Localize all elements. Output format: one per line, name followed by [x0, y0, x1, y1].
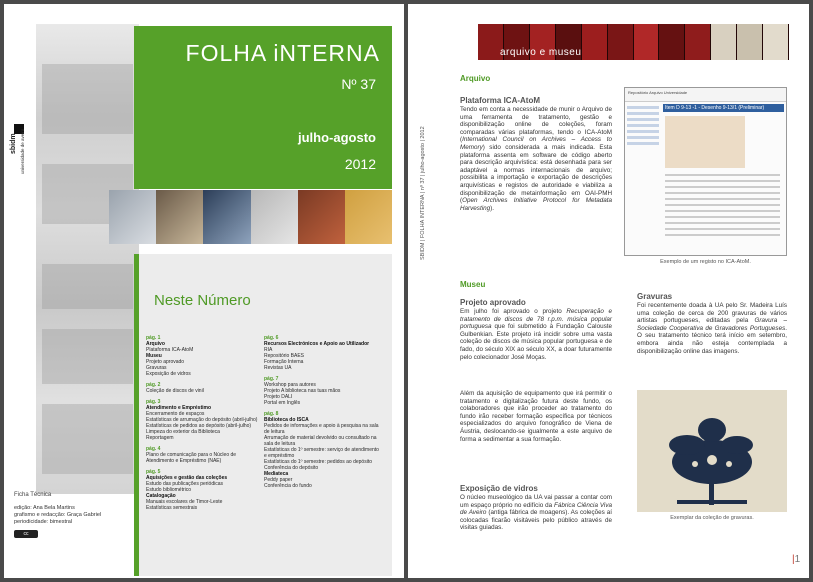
- toc-item[interactable]: Conferência do fundo: [264, 483, 312, 489]
- toc-item[interactable]: Manuais escolares de Timor-Leste: [146, 499, 223, 505]
- toc-section-heading[interactable]: Aquisições e gestão das coleções: [146, 475, 228, 481]
- vidros-body: O núcleo museológico da UA vai passar a contar com um espaço próprio no edifício da Fábrica Ciência Viva de Aveiro (antiga fábrica de moagens). As coleções aí colocadas ficarão visitáveis pelo público através de visitas guiadas.: [460, 494, 612, 532]
- toc-section-heading[interactable]: Biblioteca do ISCA: [264, 417, 309, 423]
- table-of-contents: [134, 254, 392, 576]
- toc-item[interactable]: Repositório BAES: [264, 353, 305, 359]
- projeto-body-2: Além da aquisição de equipamento que irá permitir o tratamento e digitalização futura deste fundo, os colaboradores que irão proceder ao tratamento do fundo irão receber formação específica por técnicos especializados do arquivo fonográfico de Viena de Áustria, deslocando-se igualmente a este arquivo de forma a sedimentar a sua formação.: [460, 390, 612, 443]
- toc-page-ref[interactable]: pág. 5: [146, 469, 161, 475]
- screenshot-drawing: [665, 116, 745, 168]
- projeto-body: Em julho foi aprovado o projeto Recuperação e tratamento de discos de 78 r.p.m. música popular portuguesa que foi submetido à Fundação Calouste Gulbenkian. Este projeto irá incidir sobre uma vasta coleção de discos de música popular portuguesa e de fado, do século XIX ao século XX, a doar futuramente pelo colecionador José Moças.: [460, 308, 612, 361]
- running-header: [420, 64, 432, 264]
- subtitle-ica-atom: Plataforma ICA-AtoM: [460, 96, 541, 105]
- title-box: [134, 26, 392, 189]
- screenshot-rows: [665, 174, 780, 240]
- ficha-line: periodicidade: bimestral: [14, 519, 73, 525]
- right-page: [408, 4, 809, 578]
- toc-item[interactable]: Projeto DALI: [264, 394, 293, 400]
- toc-item[interactable]: Portal em Inglês: [264, 400, 301, 406]
- toc-item[interactable]: Estatísticas de arrumação do depósito (abril-julho): [146, 417, 258, 423]
- screenshot-record-title: Item D 9-13 -1 - Desenho 9-13/1 (Preliminar): [663, 104, 784, 112]
- screenshot-sidebar: [627, 106, 659, 148]
- page-number-value: 1: [794, 554, 801, 565]
- toc-item[interactable]: Reportagem: [146, 435, 174, 441]
- toc-item[interactable]: Limpeza do exterior da Biblioteca: [146, 429, 220, 435]
- logo-text: sbidm: [10, 133, 17, 154]
- subtitle-gravuras: Gravuras: [637, 292, 673, 301]
- ficha-tecnica: [14, 492, 139, 538]
- publication-title: FOLHA iNTERNA: [185, 40, 380, 66]
- page-number: |1: [792, 554, 801, 565]
- toc-title: Neste Número: [154, 292, 251, 309]
- screenshot-caption: Exemplo de um registo no ICA-AtoM.: [660, 259, 751, 265]
- toc-item[interactable]: Conferência do depósito: [264, 465, 319, 471]
- ficha-line: edição: Ana Bela Martins: [14, 505, 75, 511]
- toc-left-column: [146, 330, 264, 511]
- subtitle-vidros: Exposição de vidros: [460, 484, 538, 493]
- toc-item[interactable]: Workshop para autores: [264, 382, 316, 388]
- toc-page-ref[interactable]: pág. 2: [146, 382, 161, 388]
- running-header-text: SBIDM | FOLHA INTERNA | nº 37 | julho-agosto | 2012: [420, 126, 426, 260]
- left-page: [4, 4, 404, 578]
- toc-item[interactable]: Estudo bibliométrico: [146, 487, 192, 493]
- toc-item[interactable]: Estatísticas semestrais: [146, 505, 198, 511]
- toc-page-ref[interactable]: pág. 1: [146, 335, 161, 341]
- toc-section-heading[interactable]: Catalogação: [146, 493, 176, 499]
- ficha-heading: Ficha Técnica: [14, 492, 52, 498]
- toc-item[interactable]: Peddy paper: [264, 477, 293, 483]
- toc-item[interactable]: Estatísticas do 1º semestre: pedidos ao depósito: [264, 459, 372, 465]
- banner-label: arquivo e museu: [500, 47, 582, 58]
- toc-page-ref[interactable]: pág. 8: [264, 411, 279, 417]
- toc-item[interactable]: Projeto aprovado: [146, 359, 185, 365]
- ficha-line: grafismo e redacção: Graça Gabriel: [14, 512, 102, 518]
- issue-year: 2012: [344, 156, 376, 172]
- toc-item[interactable]: Plano de comunicação para o Núcleo de Atendimento e Empréstimo (NAE): [146, 452, 237, 464]
- cover-photo-collage: [36, 24, 139, 494]
- toc-section-heading[interactable]: Arquivo: [146, 341, 165, 347]
- toc-item[interactable]: Estatísticas de pedidos ao depósito (abril-julho): [146, 423, 252, 429]
- toc-item[interactable]: Pedidos de informações e apoio à pesquisa na sala de leitura: [264, 423, 379, 435]
- toc-page-ref[interactable]: pág. 3: [146, 399, 161, 405]
- subtitle-projeto: Projeto aprovado: [460, 298, 526, 307]
- logo-university: universidade de aveiro: [20, 128, 25, 174]
- toc-item[interactable]: Estatísticas do 1º semestre: serviço de atendimento e empréstimo: [264, 447, 379, 459]
- arquivo-body: Tendo em conta a necessidade de munir o Arquivo de uma ferramenta de tratamento, gestão e disponibilização online de coleções, foram comparadas várias plataformas, tendo o ICA-AtoM (International Council on Archives – Access to Memory) sido considerada a mais indicada. Esta plataforma assenta em software de código aberto para descrição arquivística: está desenhada para ser adaptável a normas internacionais de arquivo; possibilita a importação e exportação de descrições arquivísticas e registos de autoridade e viabiliza a disponibilização de metainformação em OAI-PMH (Open Archives Initiative Protocol for Metadata Harvesting).: [460, 106, 612, 212]
- section-museu: Museu: [460, 280, 486, 289]
- toc-item[interactable]: Projeto A biblioteca nas tuas mãos: [264, 388, 341, 394]
- toc-item[interactable]: Gravuras: [146, 365, 167, 371]
- issue-period: julho-agosto: [298, 130, 376, 145]
- gravuras-body: Foi recentemente doada à UA pelo Sr. Madeira Luís uma coleção de cerca de 200 gravuras de vários artistas portugueses, editadas pela Gravura – Sociedade Cooperativa de Gravadores Portugueses. O seu tratamento técnico terá início em setembro, embora ainda não esteja contemplada a disponibilização online das imagens.: [637, 302, 787, 355]
- toc-item[interactable]: Arrumação de material devolvido ou consultado na sala de leitura: [264, 435, 377, 447]
- toc-section-heading[interactable]: Museu: [146, 353, 162, 359]
- ica-atom-screenshot: [624, 87, 787, 256]
- toc-page-ref[interactable]: pág. 7: [264, 376, 279, 382]
- screenshot-header: Repositório Arquivo Universidade: [625, 88, 786, 102]
- toc-right-column: [264, 330, 382, 489]
- toc-section-heading[interactable]: Mediateca: [264, 471, 289, 477]
- section-banner: [478, 24, 789, 60]
- toc-page-ref[interactable]: pág. 6: [264, 335, 279, 341]
- toc-page-ref[interactable]: pág. 4: [146, 446, 161, 452]
- section-arquivo: Arquivo: [460, 74, 491, 83]
- engraving-image: [637, 390, 787, 512]
- toc-item[interactable]: Coleção de discos de vinil: [146, 388, 204, 394]
- toc-item[interactable]: Revistas UA: [264, 365, 292, 371]
- toc-section-heading[interactable]: Atendimento e Empréstimo: [146, 405, 212, 411]
- toc-item[interactable]: Plataforma ICA-AtoM: [146, 347, 194, 353]
- sbidm-logo: [8, 24, 34, 174]
- toc-item[interactable]: Formação Interna: [264, 359, 304, 365]
- toc-item[interactable]: Estudo das publicações periódicas: [146, 481, 223, 487]
- issue-number: Nº 37: [341, 76, 376, 92]
- engraving-caption: Exemplar da coleção de gravuras.: [670, 515, 754, 521]
- photo-strip: [109, 190, 392, 244]
- toc-section-heading[interactable]: Recursos Electrónicos e Apoio ao Utilizador: [264, 341, 370, 347]
- creative-commons-icon: cc: [14, 530, 38, 538]
- toc-item[interactable]: Exposição de vidros: [146, 371, 191, 377]
- toc-item[interactable]: RIA: [264, 347, 273, 353]
- toc-item[interactable]: Encerramento de espaços: [146, 411, 205, 417]
